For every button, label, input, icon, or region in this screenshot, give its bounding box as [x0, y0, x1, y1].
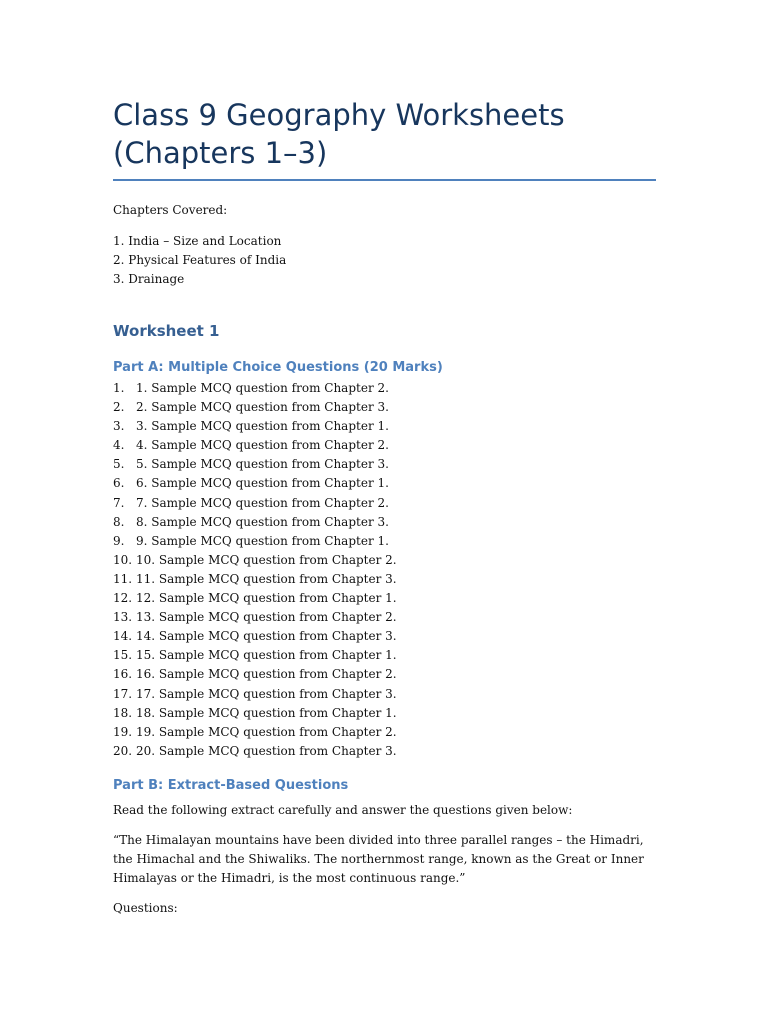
mcq-number: 9.	[113, 533, 125, 548]
mcq-item	[113, 532, 656, 551]
mcq-number: 16.	[113, 667, 133, 682]
chapter-list	[113, 232, 656, 289]
title-line-1: Class 9 Geography Worksheets	[113, 98, 565, 132]
mcq-text: 9. Sample MCQ question from Chapter 1.	[136, 533, 389, 548]
mcq-text: 5. Sample MCQ question from Chapter 3.	[136, 457, 389, 472]
mcq-text: 12. Sample MCQ question from Chapter 1.	[136, 591, 397, 606]
mcq-item	[113, 494, 656, 513]
mcq-item	[113, 742, 656, 761]
mcq-text: 1. Sample MCQ question from Chapter 2.	[136, 381, 389, 395]
part-a-heading: Part A: Multiple Choice Questions (20 Marks)	[113, 360, 443, 375]
mcq-number: 14.	[113, 629, 133, 644]
chapter-item: 2. Physical Features of India	[113, 253, 287, 267]
mcq-item	[113, 474, 656, 493]
mcq-item	[113, 723, 656, 742]
mcq-text: 11. Sample MCQ question from Chapter 3.	[136, 571, 397, 586]
mcq-number: 12.	[113, 591, 133, 606]
mcq-text: 3. Sample MCQ question from Chapter 1.	[136, 419, 389, 434]
mcq-item	[113, 398, 656, 417]
mcq-item	[113, 436, 656, 455]
mcq-item	[113, 379, 656, 398]
questions-label: Questions:	[113, 900, 178, 915]
extract-passage: “The Himalayan mountains have been divided into three parallel ranges – the Himadri, the Himachal and the Shiwaliks. The northernmost range, known as the Great or Inner Himalayas or the Himadri, is the most continuous range.”	[113, 832, 644, 885]
mcq-text: 13. Sample MCQ question from Chapter 2.	[136, 610, 397, 625]
mcq-number: 20.	[113, 743, 133, 758]
mcq-text: 4. Sample MCQ question from Chapter 2.	[136, 438, 389, 453]
mcq-item	[113, 551, 656, 570]
mcq-text: 2. Sample MCQ question from Chapter 3.	[136, 400, 389, 415]
mcq-item	[113, 513, 656, 532]
mcq-number: 13.	[113, 610, 133, 625]
mcq-text: 15. Sample MCQ question from Chapter 1.	[136, 648, 397, 663]
mcq-number: 17.	[113, 686, 133, 701]
mcq-number: 19.	[113, 724, 133, 739]
mcq-number: 8.	[113, 514, 125, 529]
mcq-text: 17. Sample MCQ question from Chapter 3.	[136, 686, 397, 701]
mcq-text: 6. Sample MCQ question from Chapter 1.	[136, 476, 389, 491]
title-line-2: (Chapters 1–3)	[113, 136, 328, 170]
mcq-number: 10.	[113, 552, 133, 567]
document-page	[113, 96, 656, 918]
mcq-number: 11.	[113, 571, 133, 586]
mcq-item	[113, 570, 656, 589]
chapters-label: Chapters Covered:	[113, 203, 228, 217]
mcq-text: 14. Sample MCQ question from Chapter 3.	[136, 629, 397, 644]
mcq-text: 20. Sample MCQ question from Chapter 3.	[136, 743, 397, 758]
mcq-text: 8. Sample MCQ question from Chapter 3.	[136, 514, 389, 529]
mcq-item	[113, 646, 656, 665]
mcq-item	[113, 685, 656, 704]
mcq-number: 18.	[113, 705, 133, 720]
mcq-item	[113, 608, 656, 627]
mcq-item	[113, 455, 656, 474]
mcq-text: 10. Sample MCQ question from Chapter 2.	[136, 552, 397, 567]
mcq-number: 1.	[113, 381, 125, 395]
chapter-item: 1. India – Size and Location	[113, 234, 282, 248]
chapter-item: 3. Drainage	[113, 272, 185, 286]
mcq-item	[113, 665, 656, 684]
mcq-text: 18. Sample MCQ question from Chapter 1.	[136, 705, 397, 720]
mcq-text: 7. Sample MCQ question from Chapter 2.	[136, 495, 389, 510]
part-b-heading: Part B: Extract-Based Questions	[113, 777, 349, 793]
mcq-number: 3.	[113, 419, 125, 434]
mcq-list	[113, 379, 656, 761]
document-title	[113, 96, 656, 181]
mcq-text: 19. Sample MCQ question from Chapter 2.	[136, 724, 397, 739]
mcq-text: 16. Sample MCQ question from Chapter 2.	[136, 667, 397, 682]
worksheet-heading: Worksheet 1	[113, 322, 220, 340]
mcq-number: 5.	[113, 457, 125, 472]
mcq-item	[113, 417, 656, 436]
mcq-item	[113, 704, 656, 723]
mcq-number: 7.	[113, 495, 125, 510]
part-b-instruction: Read the following extract carefully and answer the questions given below:	[113, 802, 573, 817]
mcq-number: 2.	[113, 400, 125, 415]
mcq-number: 6.	[113, 476, 125, 491]
mcq-item	[113, 589, 656, 608]
mcq-item	[113, 627, 656, 646]
mcq-number: 4.	[113, 438, 125, 453]
mcq-number: 15.	[113, 648, 133, 663]
